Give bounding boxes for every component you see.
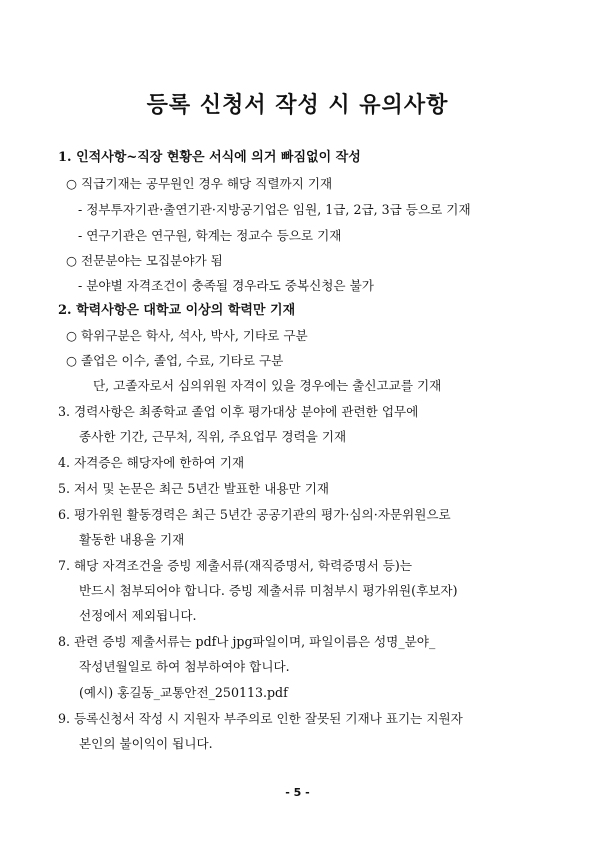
section-7-line-2: 반드시 첨부되어야 합니다. 증빙 제출서류 미첨부시 평가위원(후보자): [79, 583, 458, 598]
section-3-line-1: 3. 경력사항은 최종학교 졸업 이후 평가대상 분야에 관련한 업무에: [58, 404, 419, 419]
section-2-bullet-2: ○ 졸업은 이수, 졸업, 수료, 기타로 구분: [66, 353, 284, 368]
page-title: 등록 신청서 작성 시 유의사항: [146, 93, 449, 118]
section-2-bullet-1: ○ 학위구분은 학사, 석사, 박사, 기타로 구분: [66, 328, 308, 343]
section-1-bullet-1-detail-1: - 정부투자기관·출연기관·지방공기업은 임원, 1급, 2급, 3급 등으로 기재: [78, 202, 471, 217]
page-number: - 5 -: [285, 786, 310, 799]
section-8-line-1: 8. 관련 증빙 제출서류는 pdf나 jpg파일이며, 파일이름은 성명_분야_: [58, 634, 436, 649]
section-6-line-1: 6. 평가위원 활동경력은 최근 5년간 공공기관의 평가·심의·자문위원으로: [58, 507, 451, 522]
section-7-line-1: 7. 해당 자격조건을 증빙 제출서류(재직증명서, 학력증명서 등)는: [58, 558, 413, 573]
section-3-line-2: 종사한 기간, 근무처, 직위, 주요업무 경력을 기재: [79, 429, 347, 444]
section-1-bullet-2: ○ 전문분야는 모집분야가 됨: [66, 253, 223, 268]
section-8-example: (예시) 홍길동_교통안전_250113.pdf: [79, 685, 288, 700]
section-1-heading: 1. 인적사항~직장 현황은 서식에 의거 빠짐없이 작성: [58, 150, 361, 165]
section-1-bullet-1: ○ 직급기재는 공무원인 경우 해당 직렬까지 기재: [66, 176, 333, 191]
section-4: 4. 자격증은 해당자에 한하여 기재: [58, 455, 245, 470]
section-5: 5. 저서 및 논문은 최근 5년간 발표한 내용만 기재: [58, 481, 330, 496]
section-6-line-2: 활동한 내용을 기재: [79, 532, 185, 547]
section-1-bullet-2-detail-1: - 분야별 자격조건이 충족될 경우라도 중복신청은 불가: [78, 278, 374, 293]
section-7-line-3: 선정에서 제외됩니다.: [79, 608, 197, 623]
section-8-line-2: 작성년월일로 하여 첨부하여야 합니다.: [79, 659, 290, 674]
section-9-line-2: 본인의 불이익이 됩니다.: [79, 736, 213, 751]
section-1-bullet-1-detail-2: - 연구기관은 연구원, 학계는 정교수 등으로 기재: [78, 228, 342, 243]
section-9-line-1: 9. 등록신청서 작성 시 지원자 부주의로 인한 잘못된 기재나 표기는 지원자: [58, 711, 463, 726]
section-2-bullet-2-note: 단, 고졸자로서 심의위원 자격이 있을 경우에는 출신고교를 기재: [93, 378, 442, 393]
section-2-heading: 2. 학력사항은 대학교 이상의 학력만 기재: [58, 303, 296, 318]
